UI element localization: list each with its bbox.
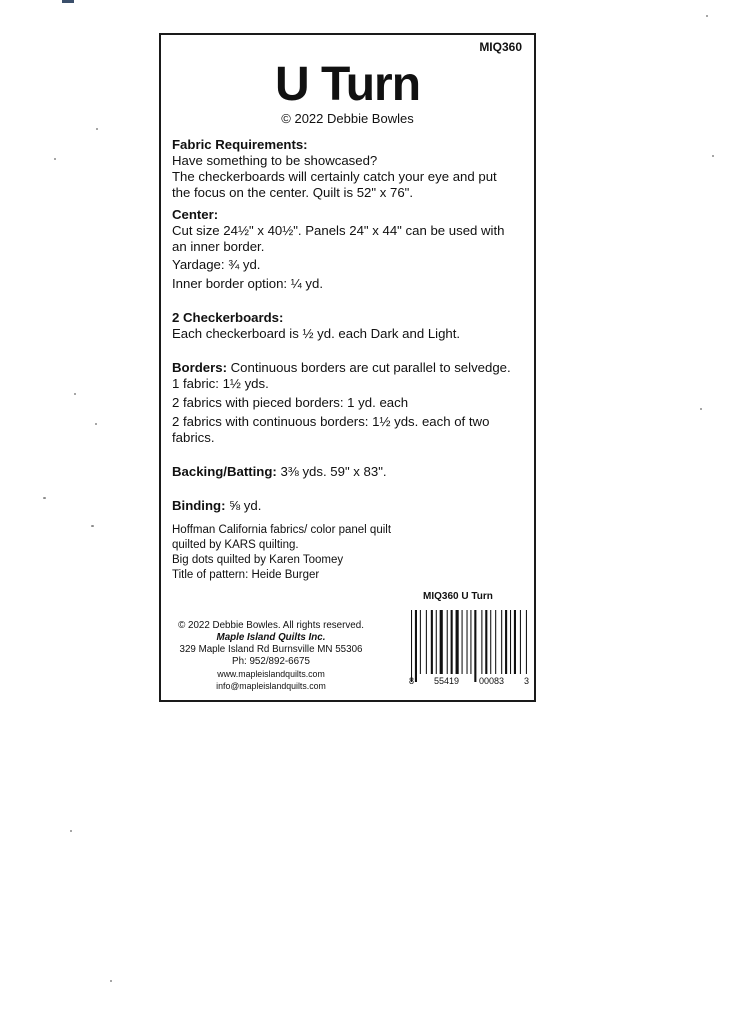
barcode-bar [505,610,507,674]
barcode-bar [481,610,482,674]
center-line: Yardage: ¾ yd. [172,257,261,272]
borders-line: 2 fabrics with pieced borders: 1 yd. each [172,395,409,410]
binding-text: ⅝ yd. [225,498,262,513]
barcode-bar [514,610,516,674]
barcode-digit-group: 8 [409,676,415,686]
barcode-bar [485,610,487,674]
barcode-bar [436,610,437,674]
scan-speck [110,980,112,982]
credit-line: Hoffman California fabrics/ color panel quilt [172,524,392,536]
barcode-bar [440,610,443,674]
scan-speck [91,525,94,527]
footer-address: 329 Maple Island Rd Burnsville MN 55306 [179,644,363,655]
binding-heading: Binding: [172,498,226,513]
barcode-digit-group: 3 [523,676,529,686]
barcode-bar [495,610,496,674]
borders-first-line [172,360,528,376]
barcode-digit-group: 55419 [433,676,460,686]
barcode-bar [467,610,468,674]
barcode-bar [426,610,427,674]
scan-speck [706,15,708,17]
barcode-bar [411,610,412,682]
barcode-bar [526,610,527,674]
scan-speck [54,158,56,160]
barcode-bar [490,610,491,674]
checkerboards-heading: 2 Checkerboards: [172,310,284,325]
barcode-bar [470,610,471,674]
center-section [172,207,528,292]
fabric-requirements-line: Have something to be showcased? [172,153,378,168]
barcode-bar [501,610,502,674]
scan-speck [74,393,76,395]
scan-speck [712,155,714,157]
barcode-bar [415,610,417,682]
barcode-bar [431,610,433,674]
requirements-content [172,137,528,514]
footer-rights: © 2022 Debbie Bowles. All rights reserved. [178,620,364,631]
pattern-back-card [159,33,536,702]
footer-website: www.mapleislandquilts.com [217,669,325,679]
footer-company: Maple Island Quilts Inc. [216,632,326,643]
borders-line: fabrics. [172,430,215,445]
pattern-code: MIQ360 [479,40,522,54]
quilt-credits [172,523,391,583]
scan-speck [43,497,46,499]
backing-text: 3⅜ yds. 59" x 83". [276,464,387,479]
checkerboards-section [172,310,528,342]
credit-line: Big dots quilted by Karen Toomey [172,554,344,566]
pattern-title: U Turn [274,58,421,111]
borders-heading: Borders: [172,360,227,375]
barcode-bar [447,610,448,674]
binding-section [172,498,528,514]
barcode-bar [520,610,521,674]
barcode-bar [456,610,459,674]
fabric-requirements-section [172,137,528,201]
fabric-requirements-line: The checkerboards will certainly catch your eye and put [172,169,497,184]
barcode-bar [462,610,463,674]
barcode-digit-group: 00083 [478,676,505,686]
barcode-label: MIQ360 U Turn [423,591,493,602]
publisher-footer [161,620,381,692]
barcode-digits [409,676,529,686]
scan-speck [96,128,98,130]
scan-speck [95,423,97,425]
borders-line: 1 fabric: 1½ yds. [172,376,269,391]
footer-email: info@mapleislandquilts.com [216,681,326,691]
credit-line: Title of pattern: Heide Burger [172,569,320,581]
checkerboards-line: Each checkerboard is ½ yd. each Dark and Light. [172,326,461,341]
center-heading: Center: [172,207,219,222]
scan-speck [70,830,72,832]
borders-first-line-text: Continuous borders are cut parallel to selvedge. [226,360,511,375]
fabric-requirements-heading: Fabric Requirements: [172,137,308,152]
credit-line: quilted by KARS quilting. [172,539,299,551]
barcode-bar [474,610,476,682]
center-line: Cut size 24½" x 40½". Panels 24" x 44" can be used with [172,223,505,238]
barcode-bar [420,610,421,674]
fabric-requirements-line: the focus on the center. Quilt is 52" x 76". [172,185,414,200]
scan-speck [700,408,702,410]
center-line: Inner border option: ¼ yd. [172,276,324,291]
designer-copyright: © 2022 Debbie Bowles [281,111,414,126]
borders-section [172,360,528,446]
backing-line [172,464,528,480]
center-line: an inner border. [172,239,265,254]
backing-heading: Backing/Batting: [172,464,277,479]
footer-phone: Ph: 952/892-6675 [232,656,310,667]
barcode [409,610,529,685]
binding-line [172,498,528,514]
borders-line: 2 fabrics with continuous borders: 1½ yds. each of two [172,414,490,429]
backing-section [172,464,528,480]
scan-corner-mark [62,0,74,3]
barcode-bar [510,610,511,674]
barcode-bar [451,610,453,674]
